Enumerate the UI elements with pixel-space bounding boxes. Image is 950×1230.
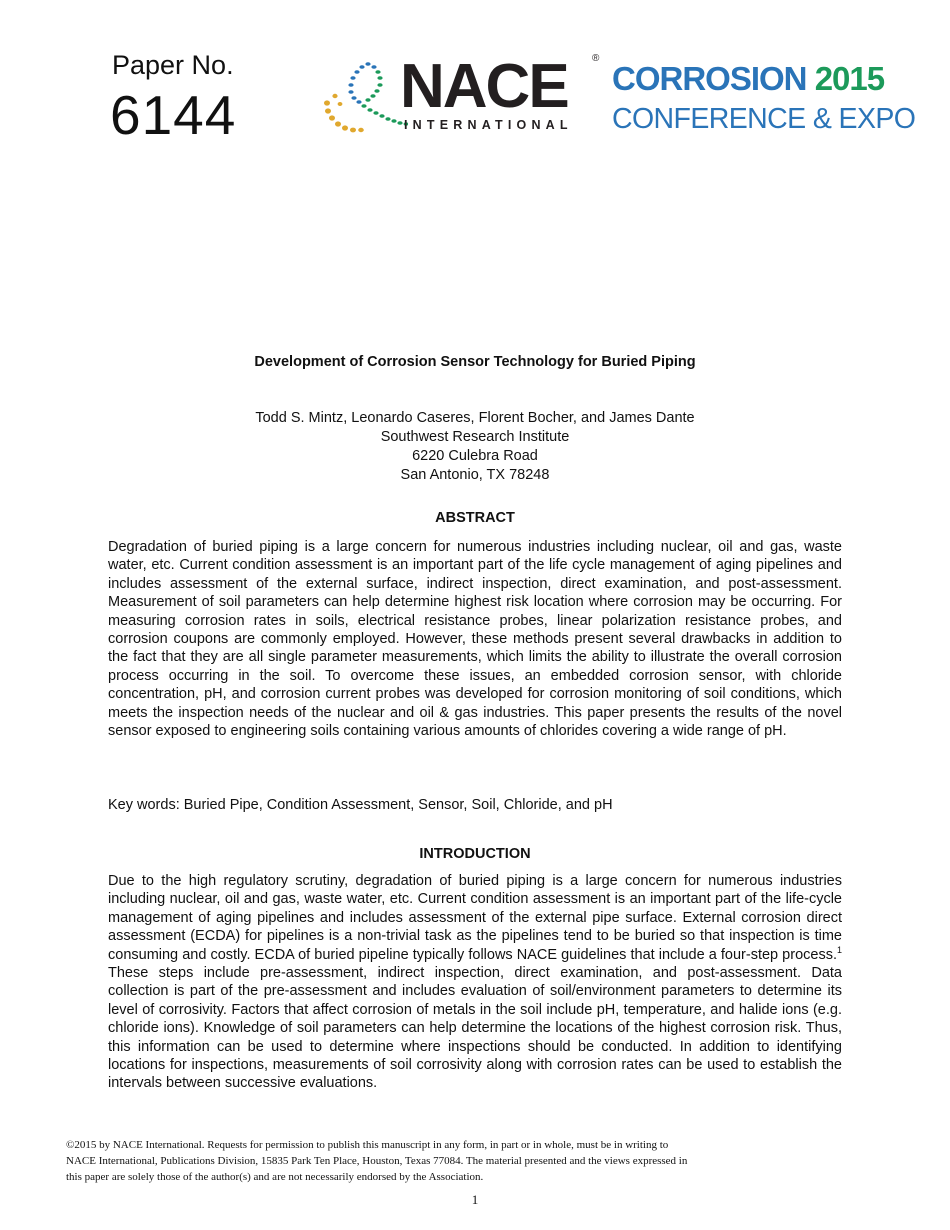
event-word: CORROSION bbox=[612, 60, 807, 97]
paper-number: 6144 bbox=[110, 84, 237, 146]
event-subtitle: CONFERENCE & EXPO bbox=[612, 103, 916, 135]
copyright-footer bbox=[66, 1137, 786, 1185]
intro-text-part-1: Due to the high regulatory scrutiny, degradation of buried piping is a large concern for numerous industries including nuclear, oil and gas, waste water, etc. Current condition assessment is an important part of the life-cycle management of aging pipelines and includes assessment of the external pipe surface. External corrosion direct assessment (ECDA) for pipelines is a non-trivial task as the pipelines tend to be buried so that inspection is time consuming and costly. ECDA of buried pipeline typically follows NACE guidelines that include a four-step process. bbox=[108, 873, 842, 963]
nace-logo-subtitle: INTERNATIONAL bbox=[404, 118, 573, 132]
abstract-heading: ABSTRACT bbox=[435, 510, 515, 526]
author-institution: Southwest Research Institute bbox=[380, 429, 570, 445]
keywords: Key words: Buried Pipe, Condition Assessment, Sensor, Soil, Chloride, and pH bbox=[108, 797, 613, 813]
registered-mark: ® bbox=[592, 53, 600, 64]
paper-number-label: Paper No. bbox=[112, 50, 234, 80]
nace-logo-icon bbox=[322, 58, 408, 134]
author-street: 6220 Culebra Road bbox=[412, 448, 538, 464]
footer-line-2: NACE International, Publications Division, 15835 Park Ten Place, Houston, Texas 77084. The material presented and the views expressed in bbox=[66, 1155, 688, 1167]
author-city: San Antonio, TX 78248 bbox=[400, 467, 550, 483]
intro-text-part-2: These steps include pre-assessment, indirect inspection, direct examination, and post-assessment. Data collection is part of the pre-assessment and includes evaluation of soil/environment parameters to determine its level of corrosivity. Factors that affect corrosion of metals in the soil include pH, temperature, and halide ions (e.g. chloride ions). Knowledge of soil parameters can help determine the locations of the highest corrosion risk. Thus, this information can be used to determine where inspections should be conducted. In addition to identifying locations for inspections, measurements of soil corrosivity along with corrosion rates can be used to establish the intervals between successive evaluations. bbox=[108, 965, 842, 1092]
paper-title: Development of Corrosion Sensor Technology for Buried Piping bbox=[254, 354, 696, 370]
introduction-text bbox=[108, 872, 842, 1093]
nace-logo-wordmark: NACE bbox=[400, 52, 568, 121]
author-names: Todd S. Mintz, Leonardo Caseres, Florent Bocher, and James Dante bbox=[255, 410, 695, 426]
page-number: 1 bbox=[471, 1192, 479, 1207]
corrosion-event-title bbox=[612, 60, 884, 98]
footer-line-1: ©2015 by NACE International. Requests for permission to publish this manuscript in any form, in part or in whole, must be in writing to bbox=[66, 1139, 669, 1151]
footer-line-3: this paper are solely those of the author(s) and are not necessarily endorsed by the Association. bbox=[66, 1171, 484, 1183]
logo-dots bbox=[324, 62, 408, 132]
introduction-heading: INTRODUCTION bbox=[419, 846, 531, 862]
event-year: 2015 bbox=[814, 60, 885, 97]
author-block bbox=[0, 409, 950, 485]
reference-marker: 1 bbox=[836, 944, 842, 955]
abstract-text: Degradation of buried piping is a large concern for numerous industries including nuclear, oil and gas, waste water, etc. Current condition assessment is an important part of the life cycle management of aging pipelines and includes assessment of the external surface, indirect inspection, direct examination, and post-assessment. Measurement of soil parameters can help determine highest risk location where corrosion may be occurring. For measuring corrosion rates in soils, electrical resistance probes, linear polarization resistance probes, and corrosion coupons are commonly employed. However, these methods present several drawbacks in addition to the fact that they are all single parameter measurements, which limits the ability to illustrate the overall corrosion process occurring in the soil. To overcome these issues, an embedded corrosion sensor, with chloride concentration, pH, and corrosion current probes was developed for corrosion monitoring of soil conditions, which meets the inspection needs of the nuclear and oil & gas industries. This paper presents the results of the novel sensor exposed to engineering soils containing various amounts of chlorides covering a wide range of pH. bbox=[108, 539, 842, 740]
